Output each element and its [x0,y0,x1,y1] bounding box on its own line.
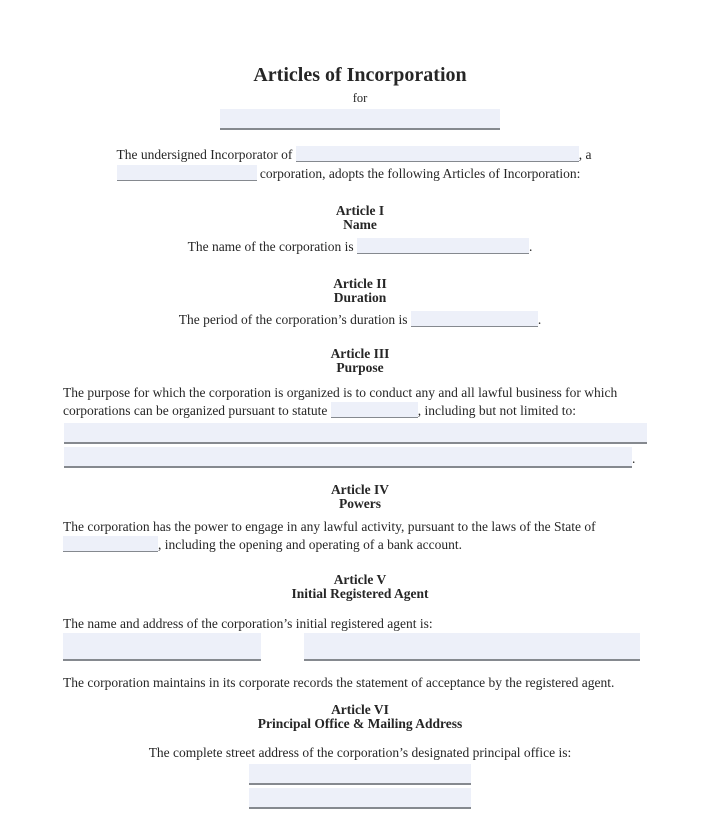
article2-text: The period of the corporation’s duration is [178,312,408,327]
article4-subheading: Powers [339,496,381,511]
article3-subheading: Purpose [336,360,384,375]
article4-heading [0,483,720,511]
article2-subheading: Duration [333,290,387,305]
article3-number: Article III [330,346,390,361]
article4-line2: , including the opening and operating of a bank account. [158,537,463,552]
intro-paragraph [117,145,604,183]
document-title: Articles of Incorporation [253,64,467,86]
article5-number: Article V [333,572,387,587]
article5-acceptance: The corporation maintains in its corporate records the statement of acceptance by the registered agent. [63,675,615,690]
state-type-field[interactable] [117,165,257,181]
intro-line2-text: corporation, adopts the following Articles of Incorporation: [259,166,581,181]
article1-period: . [529,239,533,254]
duration-field[interactable] [411,311,538,327]
purpose-line2-field[interactable] [64,447,632,468]
article3-line2-after: , including but not limited to: [417,403,577,418]
article5-heading [0,573,720,601]
intro-text-before: The undersigned Incorporator of [116,147,293,162]
corporation-name-field[interactable] [357,238,529,254]
article1-body [0,238,720,256]
office-address-line1-field[interactable] [249,764,471,785]
article6-subheading: Principal Office & Mailing Address [257,716,463,731]
article4-number: Article IV [330,482,390,497]
incorporator-of-field[interactable] [296,146,579,162]
article2-body [0,311,720,329]
article2-period: . [537,312,542,327]
article1-heading [0,204,720,232]
article4-paragraph [63,518,660,554]
article1-text: The name of the corporation is [187,239,354,254]
purpose-trailing-period: . [632,451,636,466]
article1-number: Article I [335,203,385,218]
entity-name-field[interactable] [220,109,500,130]
purpose-line1-row [64,423,720,444]
article2-heading [0,277,720,305]
agent-fields-row [63,633,720,661]
for-label: for [352,91,368,105]
purpose-line1-field[interactable] [64,423,647,444]
purpose-line2-row [64,447,720,468]
article1-subheading: Name [343,217,377,232]
article3-line1: The purpose for which the corporation is organized is to conduct any and all lawful business for which [63,385,618,400]
office-address-line2-field[interactable] [249,788,471,809]
article4-line1: The corporation has the power to engage in any lawful activity, pursuant to the laws of the State of [63,519,596,534]
statute-field[interactable] [331,402,418,418]
article2-number: Article II [333,276,387,291]
agent-name-field[interactable] [63,633,261,661]
article6-heading [0,703,720,731]
state-of-powers-field[interactable] [63,536,158,552]
agent-address-field[interactable] [304,633,640,661]
article3-heading [0,347,720,375]
article6-number: Article VI [331,702,389,717]
article6-caption: The complete street address of the corporation’s designated principal office is: [148,745,572,760]
intro-text-after: , a [578,147,592,162]
article5-subheading: Initial Registered Agent [291,586,429,601]
article5-caption: The name and address of the corporation’s initial registered agent is: [63,616,433,631]
article3-line2-before: corporations can be organized pursuant to statute [63,403,328,418]
article3-paragraph [63,384,660,420]
